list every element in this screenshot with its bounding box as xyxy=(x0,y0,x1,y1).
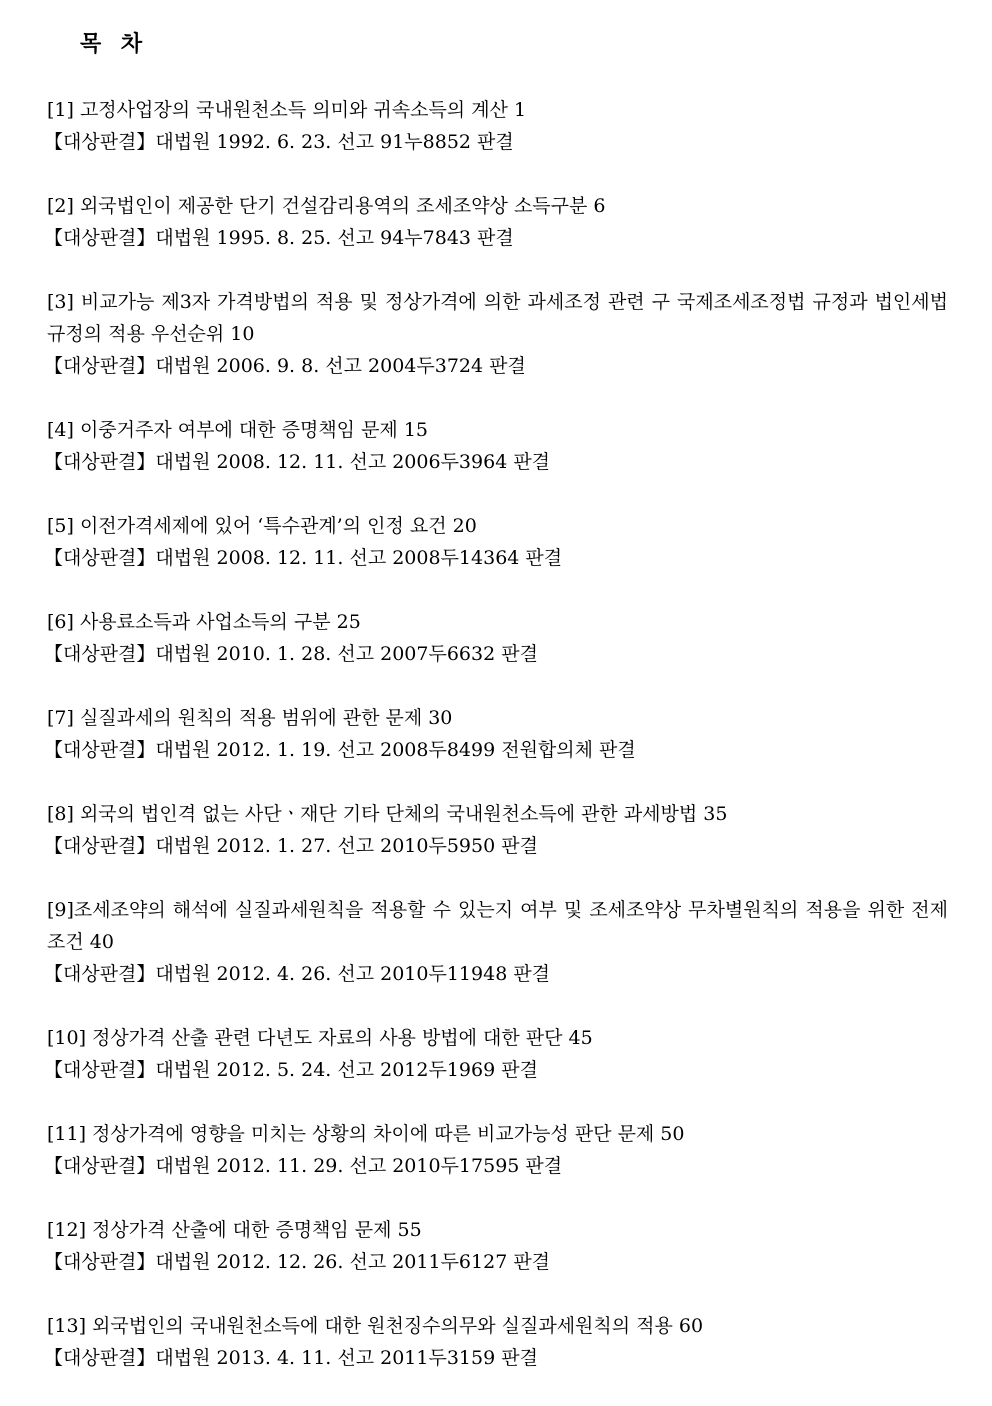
toc-entry-case xyxy=(44,1054,948,1086)
toc-entry-case xyxy=(44,1150,948,1182)
case-citation: 대법원 2010. 1. 28. 선고 2007두6632 판결 xyxy=(155,643,538,665)
case-label: 【대상판결】 xyxy=(44,451,156,473)
case-citation: 대법원 2012. 1. 19. 선고 2008두8499 전원합의체 판결 xyxy=(155,739,636,761)
toc-entry xyxy=(44,1022,948,1086)
case-label: 【대상판결】 xyxy=(44,739,156,761)
case-label: 【대상판결】 xyxy=(44,1059,156,1081)
toc-entry-case xyxy=(44,638,948,670)
toc-entry-title: [5] 이전가격세제에 있어 ‘특수관계’의 인정 요건 20 xyxy=(47,515,477,537)
case-label: 【대상판결】 xyxy=(44,131,156,153)
toc-entry-title: [7] 실질과세의 원칙의 적용 범위에 관한 문제 30 xyxy=(47,707,453,729)
toc-entry-title: [9]조세조약의 해석에 실질과세원칙을 적용할 수 있는지 여부 및 조세조약상 무차별원칙의 적용을 위한 전제조건 40 xyxy=(47,899,948,953)
case-citation: 대법원 2008. 12. 11. 선고 2006두3964 판결 xyxy=(155,451,551,473)
toc-entry-title: [4] 이중거주자 여부에 대한 증명책임 문제 15 xyxy=(47,419,428,441)
toc-entry-case xyxy=(44,1246,948,1278)
toc-entry xyxy=(44,510,948,574)
case-citation: 대법원 2012. 12. 26. 선고 2011두6127 판결 xyxy=(155,1251,551,1273)
toc-entry-case xyxy=(44,126,948,158)
case-label: 【대상판결】 xyxy=(44,643,156,665)
toc-entry-title: [8] 외국의 법인격 없는 사단ㆍ재단 기타 단체의 국내원천소득에 관한 과세방법 35 xyxy=(47,803,728,825)
case-citation: 대법원 2012. 11. 29. 선고 2010두17595 판결 xyxy=(155,1155,563,1177)
toc-entry-title: [1] 고정사업장의 국내원천소득 의미와 귀속소득의 계산 1 xyxy=(47,99,527,121)
case-citation: 대법원 2008. 12. 11. 선고 2008두14364 판결 xyxy=(155,547,563,569)
toc-entry-title: [3] 비교가능 제3자 가격방법의 적용 및 정상가격에 의한 과세조정 관련 구 국제조세조정법 규정과 법인세법 규정의 적용 우선순위 10 xyxy=(47,291,948,345)
case-label: 【대상판결】 xyxy=(44,1251,156,1273)
toc-entry-title: [10] 정상가격 산출 관련 다년도 자료의 사용 방법에 대한 판단 45 xyxy=(47,1027,593,1049)
toc-entry-case xyxy=(44,734,948,766)
toc-title: 목 차 xyxy=(80,31,149,57)
toc-list xyxy=(44,94,948,1406)
case-label: 【대상판결】 xyxy=(44,355,156,377)
toc-entry xyxy=(44,94,948,158)
case-citation: 대법원 2012. 5. 24. 선고 2012두1969 판결 xyxy=(155,1059,538,1081)
case-label: 【대상판결】 xyxy=(44,547,156,569)
case-citation: 대법원 1995. 8. 25. 선고 94누7843 판결 xyxy=(155,227,514,249)
toc-entry xyxy=(44,798,948,862)
case-label: 【대상판결】 xyxy=(44,1155,156,1177)
toc-entry xyxy=(44,414,948,478)
toc-entry-case xyxy=(44,350,948,382)
toc-entry-case xyxy=(44,1342,948,1374)
case-label: 【대상판결】 xyxy=(44,1347,156,1369)
toc-entry xyxy=(44,1310,948,1374)
toc-entry-title: [13] 외국법인의 국내원천소득에 대한 원천징수의무와 실질과세원칙의 적용 60 xyxy=(47,1315,704,1337)
toc-entry xyxy=(44,1118,948,1182)
toc-entry-title: [12] 정상가격 산출에 대한 증명책임 문제 55 xyxy=(47,1219,422,1241)
toc-entry-case xyxy=(44,446,948,478)
toc-entry xyxy=(44,894,948,990)
toc-entry-case xyxy=(44,222,948,254)
case-citation: 대법원 2012. 4. 26. 선고 2010두11948 판결 xyxy=(155,963,551,985)
toc-entry-case xyxy=(44,830,948,862)
toc-entry-case xyxy=(44,958,948,990)
toc-entry-title: [2] 외국법인이 제공한 단기 건설감리용역의 조세조약상 소득구분 6 xyxy=(47,195,606,217)
case-citation: 대법원 2013. 4. 11. 선고 2011두3159 판결 xyxy=(155,1347,538,1369)
toc-entry-case xyxy=(44,542,948,574)
toc-entry-title: [11] 정상가격에 영향을 미치는 상황의 차이에 따른 비교가능성 판단 문제 50 xyxy=(47,1123,685,1145)
case-label: 【대상판결】 xyxy=(44,835,156,857)
toc-entry xyxy=(44,702,948,766)
case-citation: 대법원 2012. 1. 27. 선고 2010두5950 판결 xyxy=(155,835,538,857)
toc-entry xyxy=(44,190,948,254)
toc-entry xyxy=(44,286,948,382)
case-label: 【대상판결】 xyxy=(44,227,156,249)
toc-entry xyxy=(44,1214,948,1278)
toc-entry-title: [6] 사용료소득과 사업소득의 구분 25 xyxy=(47,611,361,633)
case-label: 【대상판결】 xyxy=(44,963,156,985)
toc-entry xyxy=(44,606,948,670)
case-citation: 대법원 1992. 6. 23. 선고 91누8852 판결 xyxy=(155,131,514,153)
case-citation: 대법원 2006. 9. 8. 선고 2004두3724 판결 xyxy=(155,355,526,377)
